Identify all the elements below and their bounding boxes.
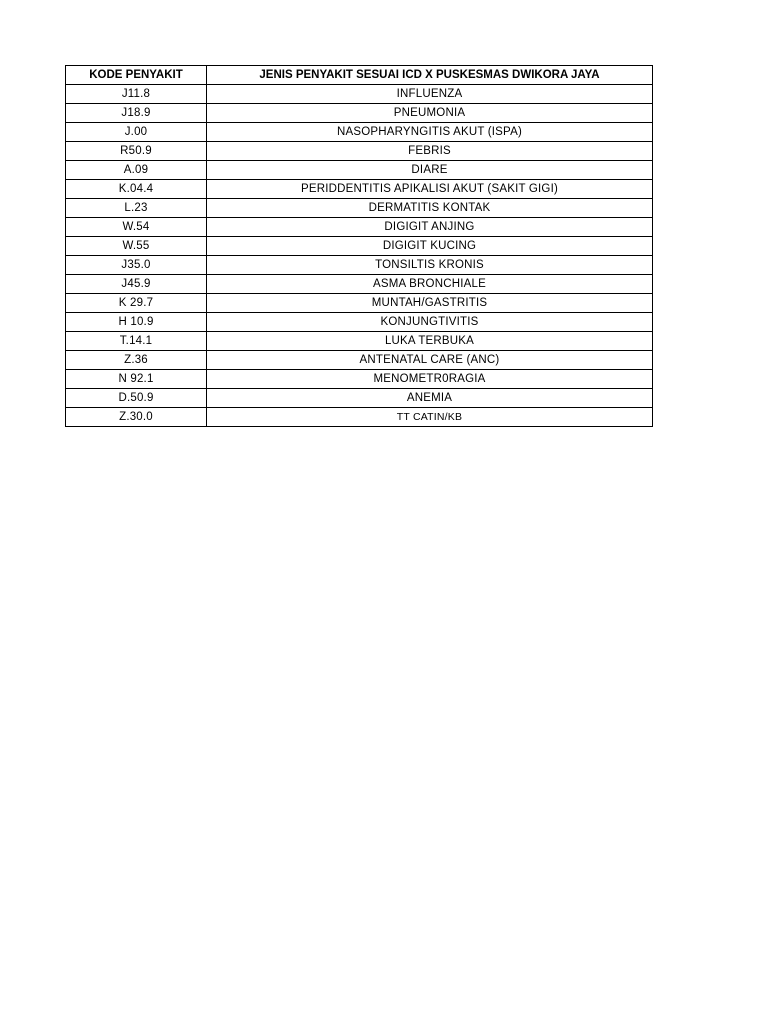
table-row [66,85,653,104]
table-row [66,199,653,218]
table-row [66,104,653,123]
table-row [66,218,653,237]
table-header-row [66,66,653,85]
disease-name-cell: TT CATIN/KB [207,408,653,427]
table-row [66,313,653,332]
disease-name-cell: PERIDDENTITIS APIKALISI AKUT (SAKIT GIGI) [207,180,653,199]
disease-name-cell: DIGIGIT KUCING [207,237,653,256]
disease-name-cell: MUNTAH/GASTRITIS [207,294,653,313]
disease-code-cell: J.00 [66,123,207,142]
table-row [66,389,653,408]
table-row [66,275,653,294]
disease-name-cell: TONSILTIS KRONIS [207,256,653,275]
disease-code-cell: Z.36 [66,351,207,370]
table-row [66,294,653,313]
table-row [66,161,653,180]
disease-code-cell: J11.8 [66,85,207,104]
disease-code-cell: R50.9 [66,142,207,161]
disease-name-cell: KONJUNGTIVITIS [207,313,653,332]
disease-code-cell: J45.9 [66,275,207,294]
header-disease-code: KODE PENYAKIT [66,66,207,85]
disease-name-cell: NASOPHARYNGITIS AKUT (ISPA) [207,123,653,142]
table-row [66,256,653,275]
disease-name-cell: ANEMIA [207,389,653,408]
table-row [66,332,653,351]
disease-code-cell: W.54 [66,218,207,237]
table-row [66,237,653,256]
disease-code-cell: K 29.7 [66,294,207,313]
disease-name-cell: DERMATITIS KONTAK [207,199,653,218]
disease-name-cell: MENOMETR0RAGIA [207,370,653,389]
header-disease-name: JENIS PENYAKIT SESUAI ICD X PUSKESMAS DWIKORA JAYA [207,66,653,85]
disease-name-cell: ASMA BRONCHIALE [207,275,653,294]
disease-name-cell: LUKA TERBUKA [207,332,653,351]
disease-name-cell: PNEUMONIA [207,104,653,123]
table-row [66,142,653,161]
table-row [66,370,653,389]
disease-name-cell: ANTENATAL CARE (ANC) [207,351,653,370]
table-row [66,180,653,199]
disease-code-cell: T.14.1 [66,332,207,351]
disease-code-cell: L.23 [66,199,207,218]
disease-code-cell: A.09 [66,161,207,180]
table-row [66,123,653,142]
disease-code-cell: W.55 [66,237,207,256]
disease-code-cell: J18.9 [66,104,207,123]
disease-name-cell: FEBRIS [207,142,653,161]
disease-code-cell: K.04.4 [66,180,207,199]
disease-name-cell: DIARE [207,161,653,180]
table-row [66,351,653,370]
disease-code-cell: H 10.9 [66,313,207,332]
disease-code-cell: N 92.1 [66,370,207,389]
disease-code-cell: D.50.9 [66,389,207,408]
disease-code-table [65,65,653,427]
table-row [66,408,653,427]
disease-code-cell: Z.30.0 [66,408,207,427]
disease-name-cell: DIGIGIT ANJING [207,218,653,237]
disease-code-cell: J35.0 [66,256,207,275]
disease-name-cell: INFLUENZA [207,85,653,104]
